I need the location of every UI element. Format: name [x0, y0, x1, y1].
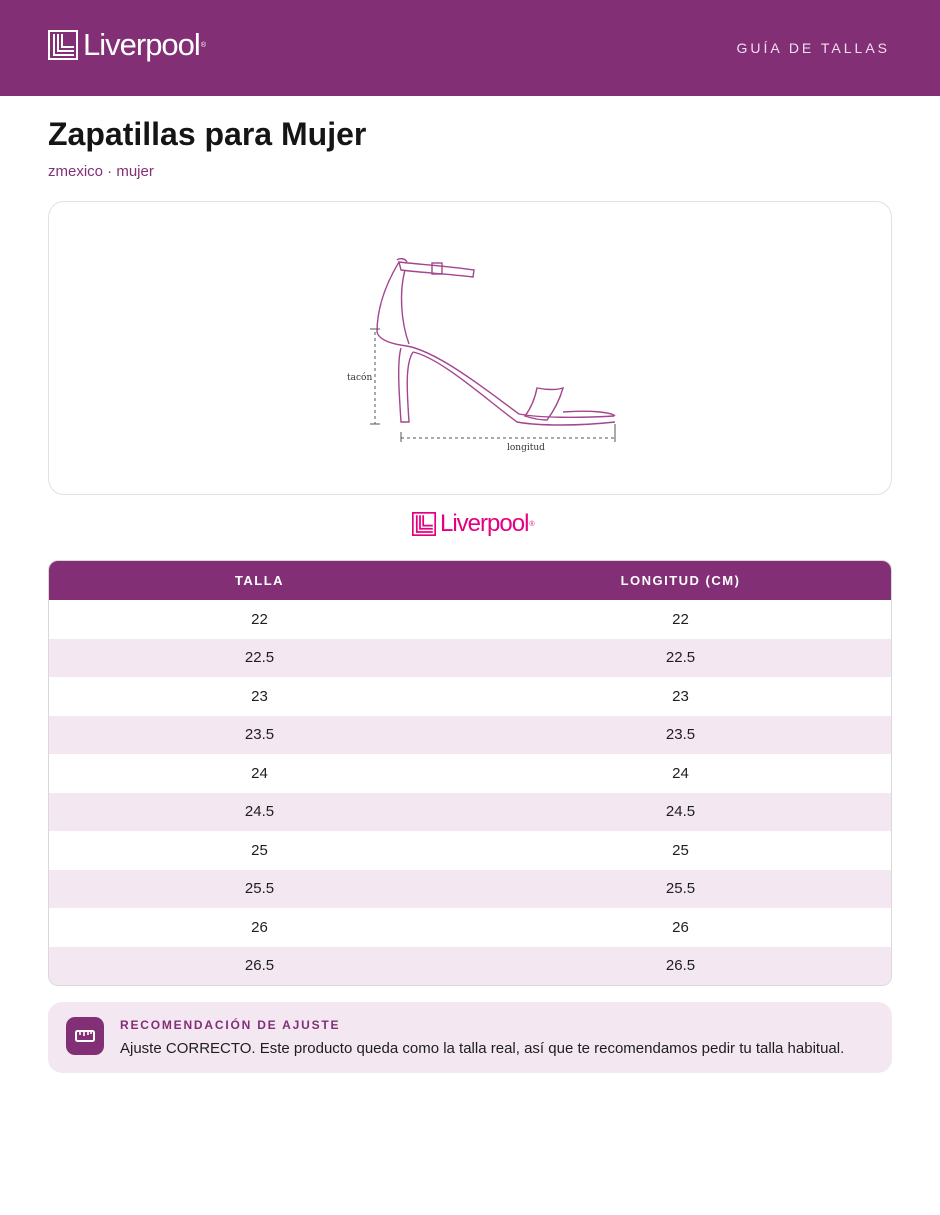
table-row	[49, 947, 891, 986]
heel-label: tacón	[347, 373, 373, 383]
size-cell: 26.5	[244, 957, 275, 975]
table-row	[49, 600, 891, 639]
product-subtitle: zmexico · mujer	[48, 163, 154, 180]
brand-name: Liverpool	[83, 27, 200, 62]
table-row	[49, 870, 891, 909]
table-header	[49, 561, 891, 600]
table-row	[49, 639, 891, 678]
page-title: Zapatillas para Mujer	[48, 116, 367, 152]
ruler-icon	[66, 1017, 104, 1055]
table-row	[49, 793, 891, 832]
size-cell: 24	[251, 764, 268, 782]
registered-mark: ®	[529, 520, 535, 528]
table-row	[49, 716, 891, 755]
length-cell: 26	[672, 918, 689, 936]
length-cell: 23.5	[665, 726, 696, 744]
column-header-size: TALLA	[234, 573, 285, 588]
length-cell: 22	[672, 610, 689, 628]
length-cell: 24.5	[665, 803, 696, 821]
length-cell: 25	[672, 841, 689, 859]
length-cell: 25.5	[665, 880, 696, 898]
header	[0, 0, 940, 96]
table-row	[49, 754, 891, 793]
brand-badge-name: Liverpool	[440, 510, 529, 537]
size-cell: 26	[251, 918, 268, 936]
length-label: longitud	[507, 443, 545, 453]
table-row	[49, 677, 891, 716]
size-cell: 25	[251, 841, 268, 859]
liverpool-logo-icon	[412, 512, 436, 536]
length-cell: 23	[672, 687, 689, 705]
recommendation-title: RECOMENDACIÓN DE AJUSTE	[120, 1018, 341, 1032]
brand-badge	[412, 512, 535, 536]
table-body	[49, 600, 891, 985]
size-cell: 23.5	[244, 726, 275, 744]
length-cell: 22.5	[665, 649, 696, 667]
size-table	[48, 560, 892, 986]
recommendation-text: Ajuste CORRECTO. Este producto queda como la talla real, así que te recomendamos pedir tu talla habitual.	[120, 1040, 845, 1057]
high-heel-sandal-icon	[339, 252, 639, 462]
size-cell: 22	[251, 610, 268, 628]
length-cell: 24	[672, 764, 689, 782]
size-cell: 23	[251, 687, 268, 705]
registered-mark: ®	[200, 41, 206, 49]
table-row	[49, 908, 891, 947]
size-cell: 25.5	[244, 880, 275, 898]
table-row	[49, 831, 891, 870]
size-guide-label: GUÍA DE TALLAS	[736, 40, 890, 56]
length-cell: 26.5	[665, 957, 696, 975]
liverpool-logo-icon	[48, 30, 78, 60]
size-cell: 24.5	[244, 803, 275, 821]
size-cell: 22.5	[244, 649, 275, 667]
brand-logo[interactable]	[48, 27, 206, 62]
column-header-length: LONGITUD (CM)	[620, 573, 741, 588]
fit-recommendation	[48, 1002, 892, 1073]
shoe-illustration-card	[48, 201, 892, 495]
